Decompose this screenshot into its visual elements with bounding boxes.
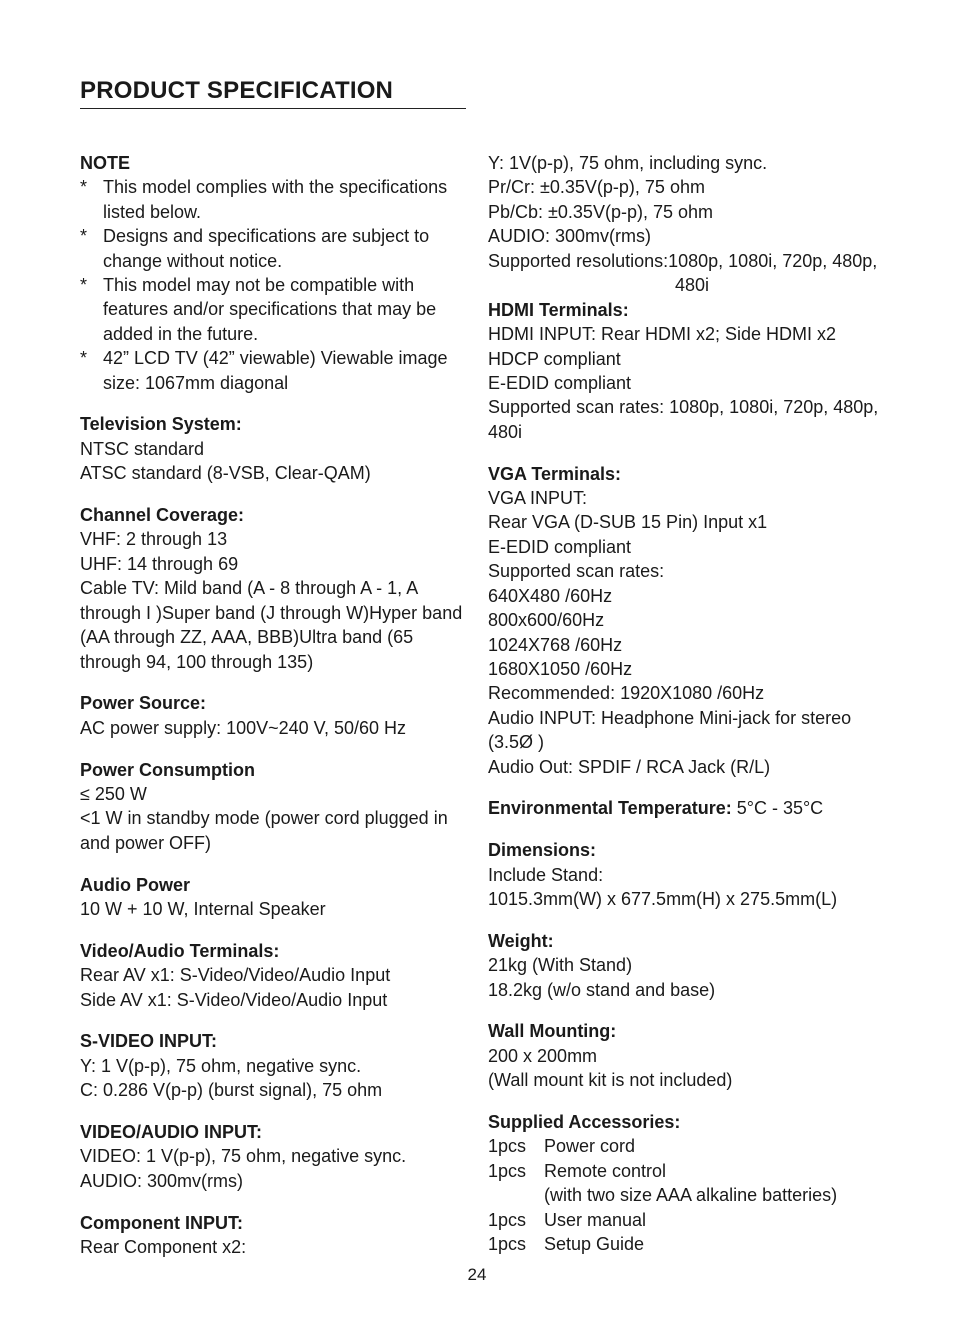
note-text: 42” LCD TV (42” viewable) Viewable image size: 1067mm diagonal	[103, 348, 448, 393]
spec-line: Include Stand:	[488, 864, 604, 885]
accessory-item	[488, 1159, 888, 1183]
audio-input-text: Audio INPUT: Headphone Mini-jack for stereo (3.5Ø )	[488, 707, 852, 753]
section-heading: HDMI Terminals:	[488, 299, 629, 320]
bullet-star: *	[80, 226, 88, 247]
spec-line: HDMI INPUT: Rear HDMI x2; Side HDMI x2	[488, 324, 837, 345]
section-heading: Component INPUT:	[80, 1212, 243, 1233]
spec-line: Recommended: 1920X1080 /60Hz	[488, 683, 765, 704]
s-video-input-section	[80, 1029, 472, 1102]
section-heading: Dimensions:	[488, 840, 597, 861]
power-source-section	[80, 691, 472, 740]
spec-line: Y: 1 V(p-p), 75 ohm, negative sync.	[80, 1055, 362, 1076]
vga-terminals-section	[488, 462, 888, 779]
spec-line: Audio Out: SPDIF / RCA Jack (R/L)	[488, 756, 771, 777]
section-heading: Audio Power	[80, 874, 191, 895]
spec-line: Pb/Cb: ±0.35V(p-p), 75 ohm	[488, 201, 713, 222]
spec-line: AUDIO: 300mv(rms)	[488, 226, 652, 247]
hdmi-terminals-section	[488, 298, 888, 444]
note-item	[80, 175, 472, 224]
dimensions-section	[488, 838, 888, 911]
section-heading: VGA Terminals:	[488, 463, 622, 484]
section-heading: VIDEO/AUDIO INPUT:	[80, 1121, 263, 1142]
section-heading: Television System:	[80, 414, 242, 435]
note-text: This model complies with the specifications listed below.	[103, 177, 448, 222]
spec-line: AUDIO: 300mv(rms)	[80, 1170, 244, 1191]
accessory-name: User manual	[544, 1209, 647, 1230]
accessory-qty: 1pcs	[488, 1209, 527, 1230]
standby-text: <1 W in standby mode (power cord plugged in and power OFF)	[80, 808, 448, 853]
spec-line: 1024X768 /60Hz	[488, 634, 623, 655]
section-heading: S-VIDEO INPUT:	[80, 1031, 218, 1052]
note-item	[80, 273, 472, 346]
video-audio-input-section	[80, 1120, 472, 1193]
spec-line: 640X480 /60Hz	[488, 585, 613, 606]
spec-line: 21kg (With Stand)	[488, 955, 633, 976]
note-text: This model may not be compatible with features and/or specifications that may be added in the future.	[103, 275, 437, 344]
section-heading: Video/Audio Terminals:	[80, 940, 280, 961]
supplied-accessories-section	[488, 1110, 888, 1256]
spec-line: C: 0.286 V(p-p) (burst signal), 75 ohm	[80, 1080, 383, 1101]
spec-line: UHF: 14 through 69	[80, 553, 239, 574]
spec-line: VIDEO: 1 V(p-p), 75 ohm, negative sync.	[80, 1146, 407, 1167]
spec-line: Rear AV x1: S-Video/Video/Audio Input	[80, 965, 391, 986]
section-heading: Environmental Temperature:	[488, 798, 732, 819]
section-heading: Power Source:	[80, 693, 207, 714]
wall-mounting-section	[488, 1019, 888, 1092]
spec-line: Supported resolutions:1080p, 1080i, 720p, 480p,	[488, 250, 878, 271]
cable-tv-text: Cable TV: Mild band (A - 8 through A - 1, A through I )Super band (J through W)Hyper band (AA through ZZ, AAA, BBB)Ultra band (65 through 94, 100 through 135)	[80, 578, 463, 672]
spec-line: E-EDID compliant	[488, 536, 632, 557]
channel-coverage-section	[80, 503, 472, 674]
power-consumption-section	[80, 758, 472, 856]
spec-line: E-EDID compliant	[488, 373, 632, 394]
remote-note: (with two size AAA alkaline batteries)	[544, 1185, 838, 1206]
accessory-item	[488, 1208, 888, 1232]
accessory-item	[488, 1134, 888, 1158]
spec-line: 800x600/60Hz	[488, 610, 605, 631]
page-title: PRODUCT SPECIFICATION	[80, 76, 466, 109]
bullet-star: *	[80, 348, 88, 369]
spec-line: VHF: 2 through 13	[80, 529, 228, 550]
video-audio-terminals-section	[80, 939, 472, 1012]
note-item	[80, 224, 472, 273]
spec-line: ≤ 250 W	[80, 783, 147, 804]
spec-line: ATSC standard (8-VSB, Clear-QAM)	[80, 463, 371, 484]
section-heading: Wall Mounting:	[488, 1021, 617, 1042]
section-heading: Channel Coverage:	[80, 505, 245, 526]
spec-line: NTSC standard	[80, 438, 205, 459]
spec-line: 10 W + 10 W, Internal Speaker	[80, 898, 326, 919]
accessory-item	[488, 1232, 888, 1256]
page-number: 24	[467, 1265, 487, 1284]
note-item	[80, 346, 472, 395]
spec-line: 1680X1050 /60Hz	[488, 658, 633, 679]
hdmi-scan-rates: Supported scan rates: 1080p, 1080i, 720p, 480p, 480i	[488, 397, 879, 442]
section-heading: Power Consumption	[80, 759, 255, 780]
note-text: Designs and specifications are subject to change without notice.	[103, 226, 430, 271]
component-input-continued	[488, 151, 888, 297]
bullet-star: *	[80, 275, 88, 296]
spec-line: 200 x 200mm	[488, 1045, 598, 1066]
section-heading: Supplied Accessories:	[488, 1111, 681, 1132]
spec-line: (Wall mount kit is not included)	[488, 1070, 733, 1091]
component-input-section	[80, 1211, 472, 1260]
spec-line: HDCP compliant	[488, 348, 621, 369]
accessory-qty: 1pcs	[488, 1233, 527, 1254]
spec-line: VGA INPUT:	[488, 488, 588, 509]
television-system-section	[80, 412, 472, 485]
right-column	[488, 151, 888, 1274]
spec-line: Y: 1V(p-p), 75 ohm, including sync.	[488, 153, 768, 173]
left-column	[80, 151, 472, 1277]
spec-line: Pr/Cr: ±0.35V(p-p), 75 ohm	[488, 177, 705, 198]
spec-line: Side AV x1: S-Video/Video/Audio Input	[80, 989, 388, 1010]
spec-line: Supported scan rates:	[488, 561, 665, 582]
note-heading: NOTE	[80, 153, 131, 173]
spec-line: AC power supply: 100V~240 V, 50/60 Hz	[80, 717, 407, 738]
bullet-star: *	[80, 177, 88, 198]
accessory-qty: 1pcs	[488, 1136, 527, 1157]
accessory-name: Setup Guide	[544, 1233, 645, 1254]
spec-line: Rear Component x2:	[80, 1236, 247, 1257]
accessory-qty: 1pcs	[488, 1160, 527, 1181]
spec-line	[488, 796, 888, 820]
environmental-temperature-section	[488, 796, 888, 820]
section-heading: Weight:	[488, 930, 554, 951]
accessory-name: Remote control	[544, 1160, 667, 1181]
temperature-value: 5°C - 35°C	[731, 798, 824, 819]
spec-line: Rear VGA (D-SUB 15 Pin) Input x1	[488, 512, 768, 533]
spec-line: 1015.3mm(W) x 677.5mm(H) x 275.5mm(L)	[488, 888, 838, 909]
spec-line: 18.2kg (w/o stand and base)	[488, 979, 716, 1000]
note-section	[80, 151, 472, 395]
audio-power-section	[80, 873, 472, 922]
weight-section	[488, 929, 888, 1002]
spec-line: 480i	[675, 275, 710, 296]
accessory-name: Power cord	[544, 1136, 636, 1157]
